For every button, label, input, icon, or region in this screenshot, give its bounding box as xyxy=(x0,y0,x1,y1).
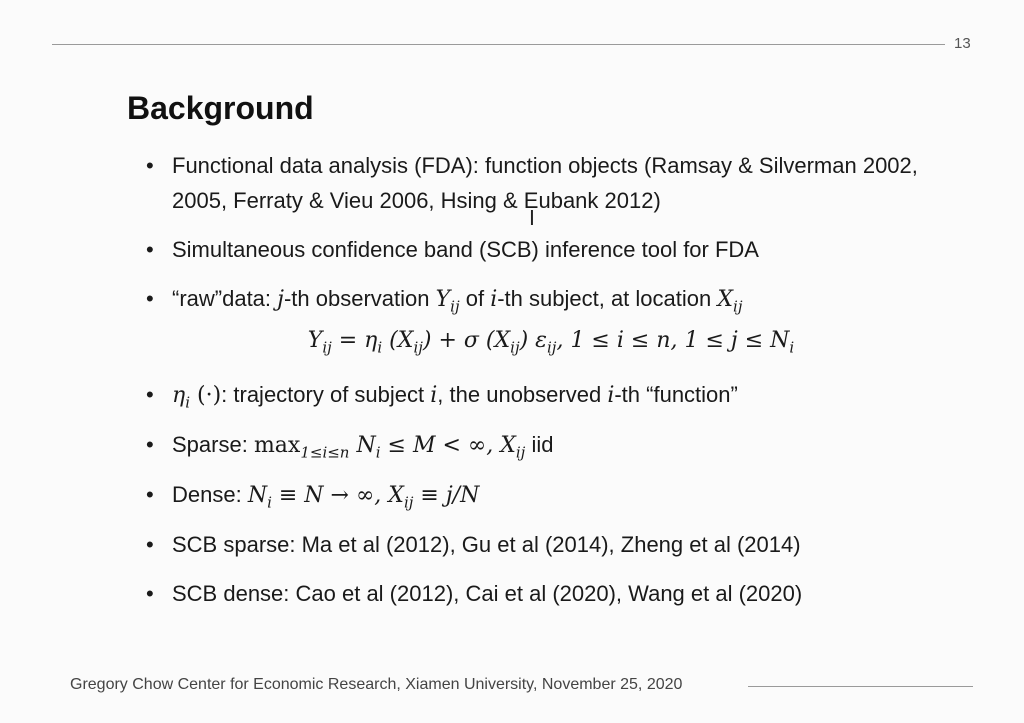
bullet-text: Functional data analysis (FDA): function objects (Ramsay & Silverman 2002, 2005, Ferraty & Vieu 2006, Hsing & Eubank 2012) xyxy=(172,153,918,213)
bullet-text: SCB dense: Cao et al (2012), Cai et al (2020), Wang et al (2020) xyxy=(172,581,803,606)
header-rule xyxy=(52,44,945,45)
bullet-scb-sparse xyxy=(146,527,936,562)
bullet-text: Sparse: $\max_{1\le i\le n} N_i \le M$ < ∞, $X_{ij}$ iid xyxy=(172,432,554,462)
bullet-raw-data xyxy=(146,281,936,317)
slide-footer: Gregory Chow Center for Economic Research, Xiamen University, November 25, 2020 xyxy=(70,676,683,693)
bullet-dot: • xyxy=(146,581,154,606)
model-equation: $Y_{ij} = \eta_i$ $(X_{ij}) + \sigma$ $(X_{ij})$ $\varepsilon_{ij}$, 1 ≤ i ≤ n, $1 \le j \le N_i$ xyxy=(307,328,795,357)
text-cursor-icon: I xyxy=(529,206,535,230)
bullet-dot: • xyxy=(146,286,154,311)
bullet-sparse xyxy=(146,427,936,463)
bullet-scb-dense xyxy=(146,576,936,611)
equation-line xyxy=(146,321,936,361)
bullet-dot: • xyxy=(146,153,154,178)
bullet-text: “raw”data: j-th observation $Y_{ij}$ of i-th subject, at location $X_{ij}$ xyxy=(172,286,743,316)
footer-rule xyxy=(748,686,973,687)
bullet-dot: • xyxy=(146,482,154,507)
bullet-text: Dense: $N_i \equiv N$ → ∞, $X_{ij} \equiv j/N$ xyxy=(172,482,480,512)
bullet-trajectory xyxy=(146,377,936,413)
slide-title: Background xyxy=(127,90,314,126)
bullet-text: Simultaneous confidence band (SCB) inference tool for FDA xyxy=(172,237,759,262)
bullet-fda xyxy=(146,148,936,218)
bullet-dense xyxy=(146,477,936,513)
bullet-scb xyxy=(146,232,936,267)
bullet-text: $\eta_i$ (·): trajectory of subject i, the unobserved i-th “function” xyxy=(172,382,738,412)
bullet-dot: • xyxy=(146,532,154,557)
bullet-list xyxy=(146,148,936,625)
page-number: 13 xyxy=(954,35,971,52)
bullet-dot: • xyxy=(146,432,154,457)
bullet-dot: • xyxy=(146,382,154,407)
bullet-dot: • xyxy=(146,237,154,262)
bullet-text: SCB sparse: Ma et al (2012), Gu et al (2014), Zheng et al (2014) xyxy=(172,532,801,557)
